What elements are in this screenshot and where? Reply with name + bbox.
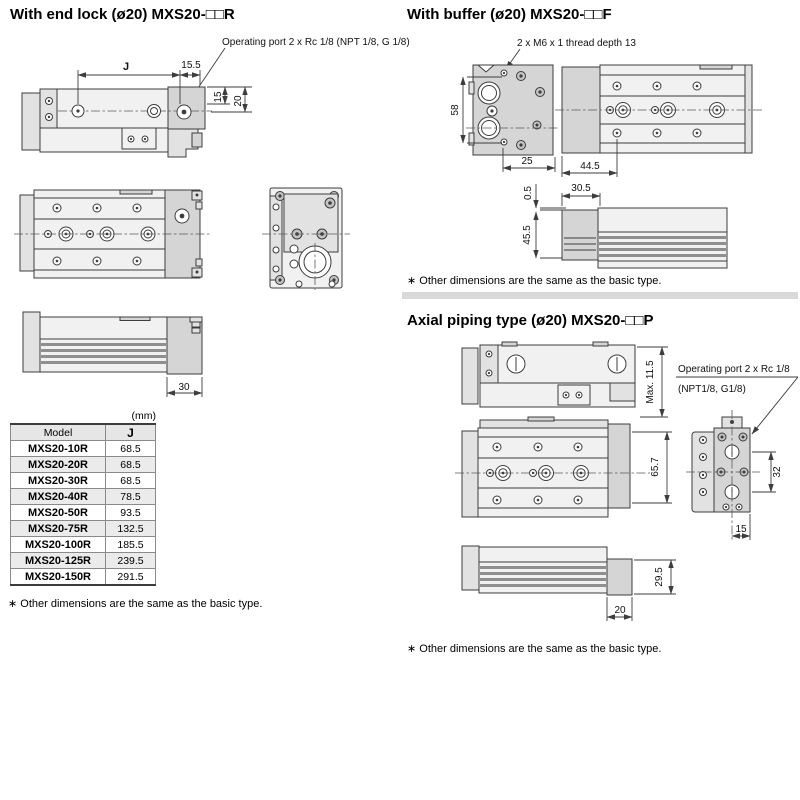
dim-29-5-label: 29.5 xyxy=(654,567,665,587)
end-lock-plan-view xyxy=(14,190,212,278)
port-callout-line2: (NPT1/8, G1/8) xyxy=(678,384,746,395)
dim-15-label: 15 xyxy=(735,524,747,535)
buffer-drawing xyxy=(400,25,800,290)
dim-30-5-label: 30.5 xyxy=(571,183,591,194)
dim-20-label: 20 xyxy=(614,605,626,616)
j-dimension-table-wrap xyxy=(10,410,156,586)
buffer-title: With buffer (ø20) MXS20-□□F xyxy=(407,6,612,23)
col-header-j: J xyxy=(106,424,156,441)
table-row: MXS20-150R 291.5 xyxy=(11,569,156,586)
col-header-model: Model xyxy=(11,424,106,441)
j-dimension-table xyxy=(10,423,156,586)
buffer-plan-view xyxy=(555,65,762,177)
dim-25-label: 25 xyxy=(521,156,533,167)
dim-65-7-label: 65.7 xyxy=(650,457,661,477)
dim-30-label: 30 xyxy=(178,382,190,393)
table-row: MXS20-10R 68.5 xyxy=(11,441,156,457)
table-header-row xyxy=(11,424,156,441)
axial-side-view xyxy=(462,546,676,621)
buffer-end-view xyxy=(450,65,558,172)
axial-piping-drawing xyxy=(400,335,800,635)
end-lock-note: ∗ Other dimensions are the same as the basic type. xyxy=(8,598,263,610)
buffer-cap xyxy=(562,210,598,260)
table-row: MXS20-125R 239.5 xyxy=(11,553,156,569)
axial-top-view xyxy=(462,342,668,417)
end-lock-rail-view xyxy=(23,312,202,397)
thread-callout: 2 x M6 x 1 thread depth 13 xyxy=(517,38,636,49)
table-row: MXS20-20R 68.5 xyxy=(11,457,156,473)
port-callout-line1: Operating port 2 x Rc 1/8 xyxy=(678,364,790,375)
operating-port-callout: Operating port 2 x Rc 1/8 (NPT 1/8, G 1/8) xyxy=(222,37,410,48)
table-row: MXS20-30R 68.5 xyxy=(11,473,156,489)
axial-note: ∗ Other dimensions are the same as the basic type. xyxy=(407,643,662,655)
end-lock-title: With end lock (ø20) MXS20-□□R xyxy=(10,6,235,23)
axial-port-end-view xyxy=(686,410,783,542)
dim-J-label: J xyxy=(122,61,130,73)
end-lock-side-view xyxy=(22,60,252,157)
axial-title: Axial piping type (ø20) MXS20-□□P xyxy=(407,312,654,329)
dim-45-5-label: 45.5 xyxy=(522,225,533,245)
axial-plan-view xyxy=(455,417,672,517)
dim-58-label: 58 xyxy=(450,104,461,116)
dim-15-label: 15 xyxy=(213,91,224,103)
dim-max-11-5-label: Max. 11.5 xyxy=(645,360,656,404)
dim-20-label: 20 xyxy=(233,95,244,107)
table-row: MXS20-100R 185.5 xyxy=(11,537,156,553)
section-divider xyxy=(402,292,798,299)
dim-44-5-label: 44.5 xyxy=(580,161,600,172)
unit-label: (mm) xyxy=(131,410,156,422)
buffer-side-view xyxy=(522,183,727,268)
dim-0-5-label: 0.5 xyxy=(523,186,534,200)
dim-15-5-label: 15.5 xyxy=(181,60,201,71)
table-row: MXS20-40R 78.5 xyxy=(11,489,156,505)
table-row: MXS20-50R 93.5 xyxy=(11,505,156,521)
dim-32-label: 32 xyxy=(772,466,783,478)
table-row: MXS20-75R 132.5 xyxy=(11,521,156,537)
end-lock-drawing xyxy=(0,25,410,410)
end-lock-end-view xyxy=(262,188,350,292)
buffer-note: ∗ Other dimensions are the same as the basic type. xyxy=(407,275,662,287)
callout-leader-line xyxy=(752,377,798,434)
